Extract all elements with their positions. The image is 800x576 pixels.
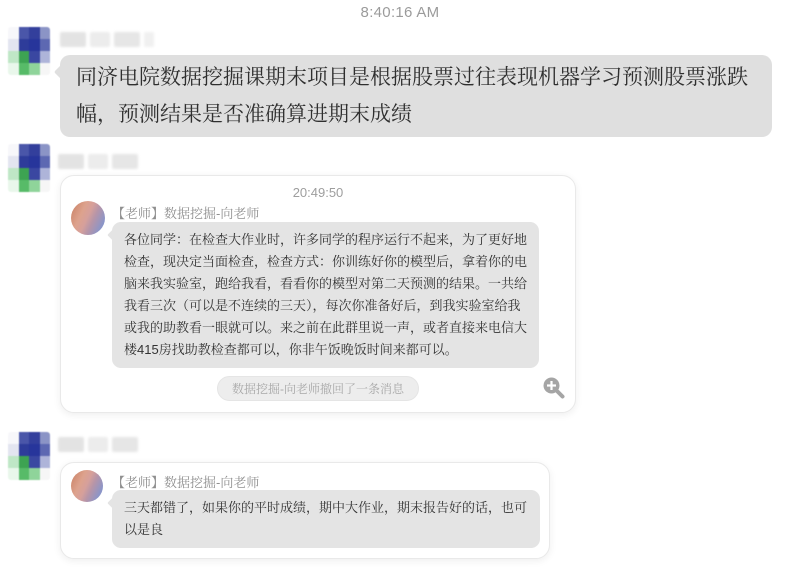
user-avatar[interactable] bbox=[8, 432, 50, 480]
redacted-username bbox=[60, 32, 154, 47]
teacher-name: 【老师】数据挖掘-向老师 bbox=[112, 475, 260, 490]
teacher-message-bubble: 各位同学：在检查大作业时，许多同学的程序运行不起来，为了更好地检查，现决定当面检查，检查方式：你训练好你的模型后，拿着你的电脑来我实验室，跑给我看，看看你的模型对第二天预测的结果。一共给我看三次（可以是不连续的三天），每次你准备好后，到我实验室给我或我的助教看一眼就可以。来之前在此群里说一声，或者直接来电信大楼415房找助教检查都可以，你非午饭晚饭时间来都可以。 bbox=[112, 222, 539, 368]
message-bubble[interactable]: 同济电院数据挖掘课期末项目是根据股票过往表现机器学习预测股票涨跌幅，预测结果是否准确算进期末成绩 bbox=[60, 55, 772, 137]
zoom-in-icon[interactable] bbox=[540, 374, 567, 401]
screenshot-timestamp: 20:49:50 bbox=[292, 185, 344, 200]
redacted-username bbox=[58, 437, 138, 452]
user-avatar[interactable] bbox=[8, 27, 50, 75]
teacher-name: 【老师】数据挖掘-向老师 bbox=[112, 206, 260, 221]
teacher-message-bubble: 三天都错了，如果你的平时成绩，期中大作业，期末报告好的话，也可以是良 bbox=[112, 490, 540, 548]
screenshot-image-message[interactable] bbox=[60, 175, 576, 413]
screenshot-image-message[interactable] bbox=[60, 462, 550, 559]
teacher-avatar bbox=[71, 470, 103, 502]
chat-timestamp: 8:40:16 AM bbox=[360, 4, 440, 21]
user-avatar[interactable] bbox=[8, 144, 50, 192]
redacted-username bbox=[58, 154, 138, 169]
teacher-avatar bbox=[71, 201, 105, 235]
recall-notice: 数据挖掘-向老师撤回了一条消息 bbox=[217, 376, 419, 401]
